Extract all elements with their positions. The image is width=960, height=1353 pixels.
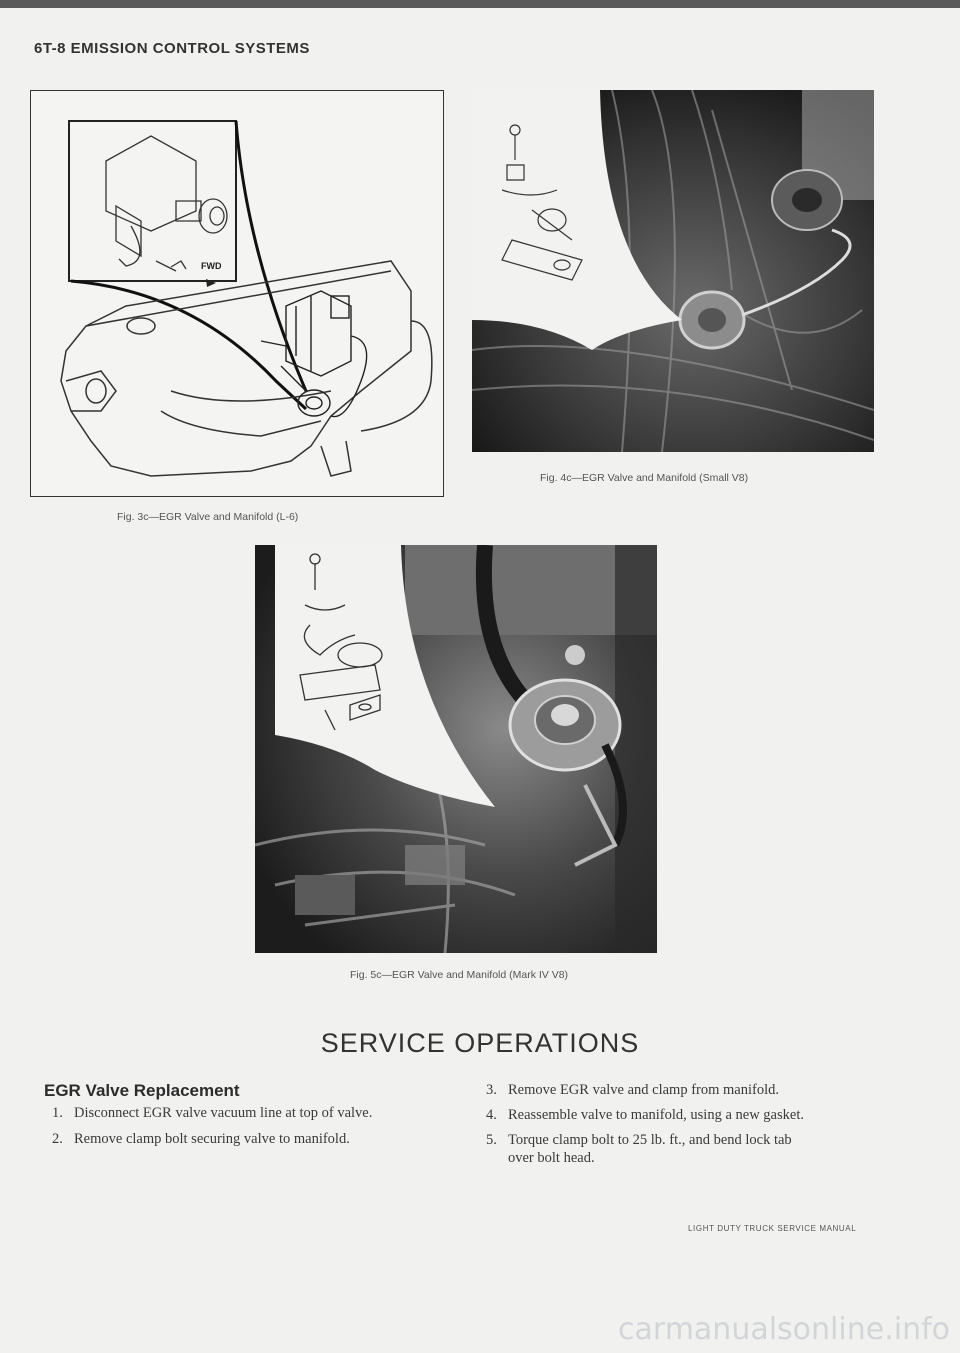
fwd-label: FWD: [201, 261, 222, 271]
figure-5c-caption: Fig. 5c—EGR Valve and Manifold (Mark IV V8): [350, 969, 569, 981]
small-v8-engine-photo: [472, 90, 874, 452]
procedure-step-2: [52, 1130, 350, 1148]
procedure-heading: EGR Valve Replacement: [44, 1081, 240, 1100]
figure-4c-photo: [472, 90, 874, 452]
top-rule: [0, 0, 960, 8]
procedure-step-1: [52, 1104, 372, 1122]
watermark: carmanualsonline.info: [618, 1312, 950, 1347]
step-text: Remove EGR valve and clamp from manifold.: [508, 1082, 779, 1098]
procedure-step-3: [486, 1081, 779, 1099]
procedure-step-4: [486, 1106, 804, 1124]
figure-4c-caption: Fig. 4c—EGR Valve and Manifold (Small V8): [540, 472, 749, 484]
step-text: Reassemble valve to manifold, using a new gasket.: [508, 1107, 804, 1123]
step-text: Disconnect EGR valve vacuum line at top of valve.: [74, 1105, 373, 1121]
footer-manual-title: LIGHT DUTY TRUCK SERVICE MANUAL: [688, 1224, 857, 1233]
step-number: 4.: [486, 1107, 497, 1123]
procedure-step-5: [486, 1131, 886, 1167]
l6-engine-illustration: [31, 91, 443, 496]
page-header: 6T-8 EMISSION CONTROL SYSTEMS: [34, 40, 310, 57]
figure-3c-caption: Fig. 3c—EGR Valve and Manifold (L-6): [117, 511, 299, 523]
figure-5c-photo: [255, 545, 657, 953]
step-number: 5.: [486, 1132, 497, 1148]
step-text-continued: over bolt head.: [508, 1150, 595, 1166]
step-text: Torque clamp bolt to 25 lb. ft., and bend lock tab: [508, 1132, 792, 1148]
step-number: 2.: [52, 1131, 63, 1147]
step-text: Remove clamp bolt securing valve to manifold.: [74, 1131, 350, 1147]
step-number: 1.: [52, 1105, 63, 1121]
section-title: SERVICE OPERATIONS: [320, 1028, 640, 1058]
figure-3c-line-drawing: [30, 90, 444, 497]
mark-iv-v8-engine-photo: [255, 545, 657, 953]
step-number: 3.: [486, 1082, 497, 1098]
